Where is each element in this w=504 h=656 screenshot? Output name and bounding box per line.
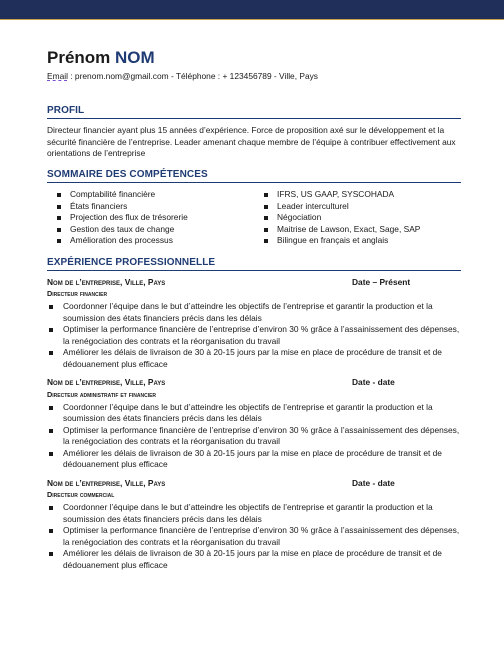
skills-column-left <box>47 189 254 247</box>
skill-item: Leader interculturel <box>254 201 461 213</box>
last-name: NOM <box>115 48 155 67</box>
job-bullet: Améliorer les délais de livraison de 30 à 20-15 jours par la mise en place de procédure de transit et de dédouanement plus efficace <box>47 548 461 571</box>
resume-page <box>47 46 461 571</box>
skill-item: Gestion des taux de change <box>47 224 254 236</box>
job-header <box>47 277 461 289</box>
first-name: Prénom <box>47 48 111 67</box>
job-bullet: Optimiser la performance financière de l’entreprise d’environ 30 % grâce à l’assainissement des dépenses, la renégociation des contrats et la réorganisation du travail <box>47 425 461 448</box>
skill-item: États financiers <box>47 201 254 213</box>
job-role: Directeur administratif et financier <box>47 389 157 399</box>
contact-details: : prenom.nom@gmail.com - Téléphone : + 123456789 - Ville, Pays <box>67 71 318 81</box>
job-role: Directeur financier <box>47 289 108 299</box>
skill-item: Bilingue en français et anglais <box>254 235 461 247</box>
job-bullets <box>47 502 461 571</box>
job-company: Nom de l’entreprise, Ville, Pays <box>47 377 166 388</box>
job-bullet: Coordonner l’équipe dans le but d’atteindre les objectifs de l’entreprise et garantir la production et la soumission des états financiers précis dans les délais <box>47 402 461 425</box>
job-header <box>47 478 461 490</box>
job-date: Date - date <box>352 377 395 388</box>
skill-item: Projection des flux de trésorerie <box>47 212 254 224</box>
job-bullet: Optimiser la performance financière de l’entreprise d’environ 30 % grâce à l’assainissement des dépenses, la renégociation des contrats et la réorganisation du travail <box>47 324 461 347</box>
candidate-name <box>47 46 461 70</box>
job-bullet: Coordonner l’équipe dans le but d’atteindre les objectifs de l’entreprise et garantir la production et la soumission des états financiers précis dans les délais <box>47 502 461 525</box>
job-entry <box>47 478 461 572</box>
job-bullets <box>47 402 461 471</box>
skill-item: Maitrise de Lawson, Exact, Sage, SAP <box>254 224 461 236</box>
job-date: Date - date <box>352 477 395 488</box>
contact-line <box>47 70 461 82</box>
job-company: Nom de l’entreprise, Ville, Pays <box>47 276 166 287</box>
section-title-experience: EXPÉRIENCE PROFESSIONNELLE <box>47 256 461 271</box>
job-date: Date – Présent <box>352 276 411 287</box>
job-role: Directeur commercial <box>47 490 115 500</box>
job-company: Nom de l’entreprise, Ville, Pays <box>47 477 166 488</box>
job-entry <box>47 377 461 471</box>
job-bullet: Améliorer les délais de livraison de 30 à 20-15 jours par la mise en place de procédure de transit et de dédouanement plus efficace <box>47 448 461 471</box>
job-bullet: Coordonner l’équipe dans le but d’atteindre les objectifs de l’entreprise et garantir la production et la soumission des états financiers précis dans les délais <box>47 301 461 324</box>
job-header <box>47 377 461 389</box>
section-title-skills: SOMMAIRE DES COMPÉTENCES <box>47 168 461 183</box>
job-bullets <box>47 301 461 370</box>
skills-column-right <box>254 189 461 247</box>
skill-item: Comptabilité financière <box>47 189 254 201</box>
header-bar <box>0 0 504 20</box>
email-label: Email <box>47 71 68 81</box>
job-entry <box>47 277 461 371</box>
profil-text: Directeur financier ayant plus 15 années d’expérience. Force de proposition axé sur le développement et la sécurité financière de l’entreprise. Leader amenant chaque membre de l’équipe à contribuer effectivement aux orientations de l’entreprise <box>47 125 456 159</box>
job-bullet: Améliorer les délais de livraison de 30 à 20-15 jours par la mise en place de procédure de transit et de dédouanement plus efficace <box>47 347 461 370</box>
section-title-profil: PROFIL <box>47 104 461 119</box>
skill-item: IFRS, US GAAP, SYSCOHADA <box>254 189 461 201</box>
job-bullet: Optimiser la performance financière de l’entreprise d’environ 30 % grâce à l’assainissement des dépenses, la renégociation des contrats et la réorganisation du travail <box>47 525 461 548</box>
skill-item: Amélioration des processus <box>47 235 254 247</box>
skill-item: Négociation <box>254 212 461 224</box>
skills-list <box>47 189 461 247</box>
